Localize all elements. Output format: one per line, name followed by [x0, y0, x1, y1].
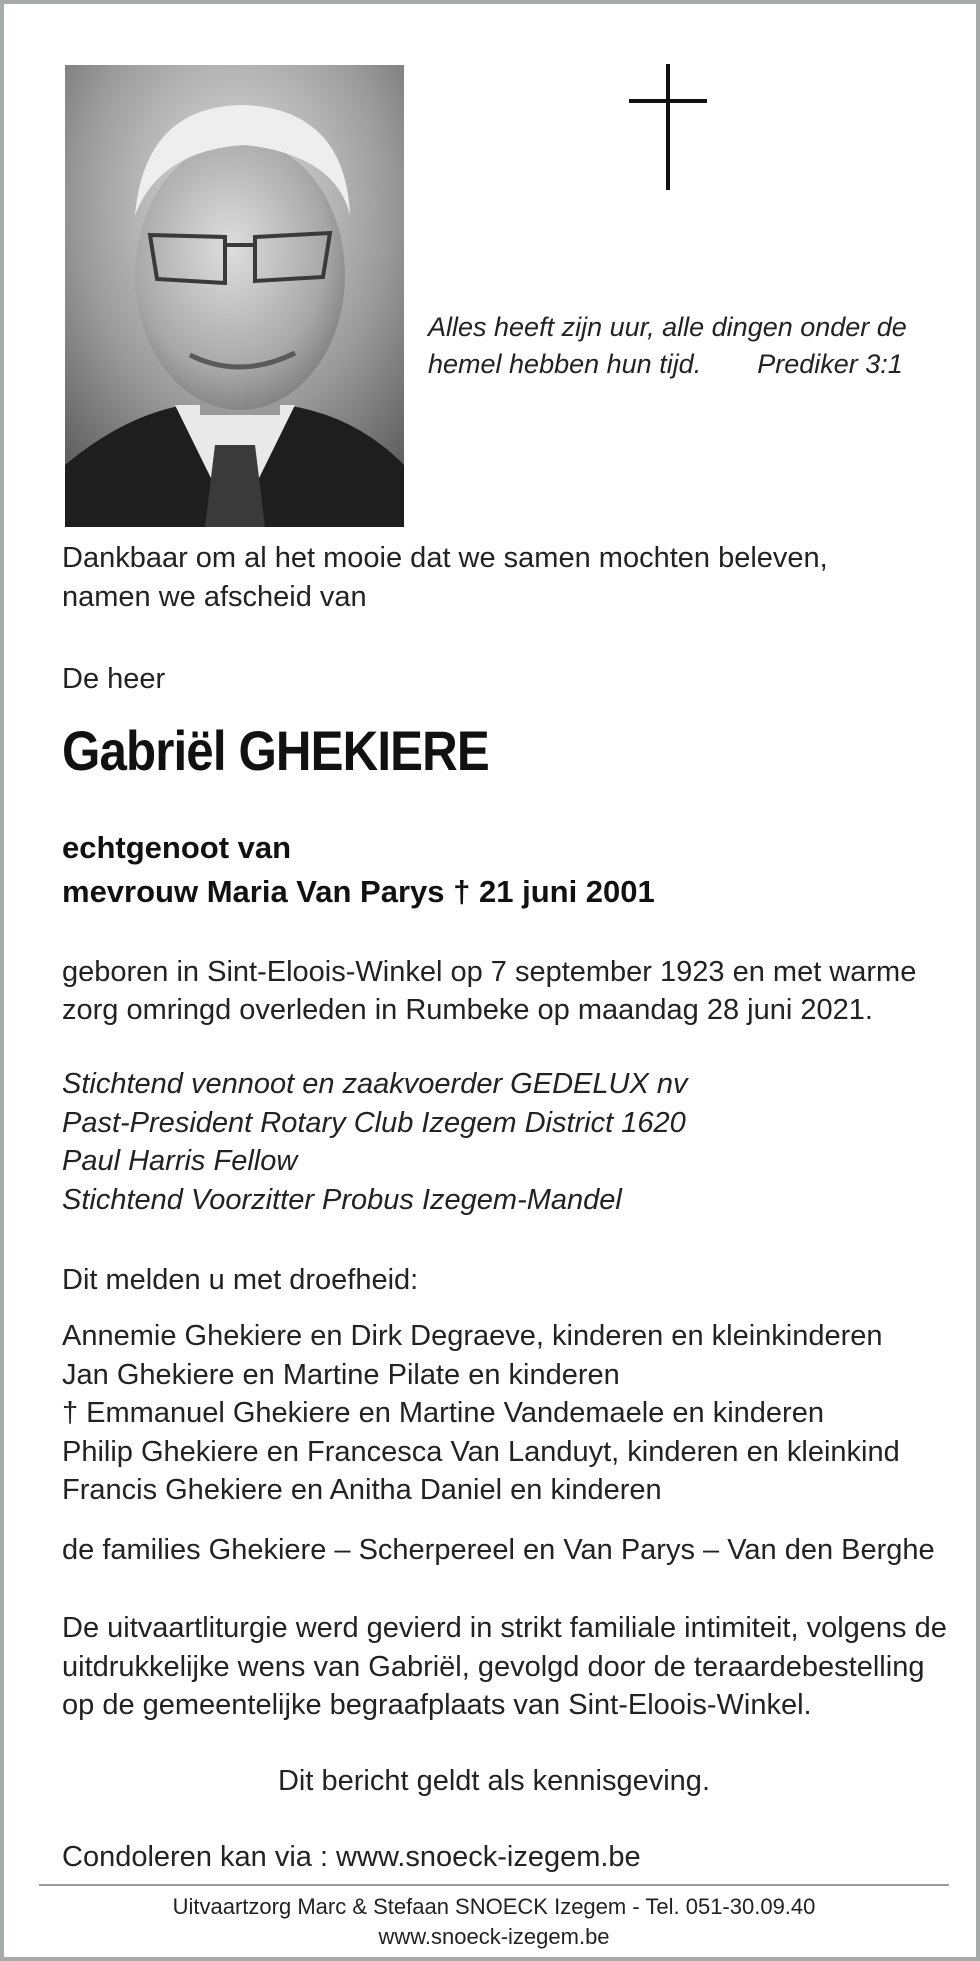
- footer-line-1: Uitvaartzorg Marc & Stefaan SNOECK Izegem - Tel. 051-30.09.40: [172, 1894, 816, 1919]
- title-line: Stichtend Voorzitter Probus Izegem-Mandel: [62, 1184, 622, 1216]
- portrait-image: [65, 65, 404, 527]
- footer-divider: [39, 1884, 949, 1886]
- families-line: de families Ghekiere – Scherpereel en Van Parys – Van den Berghe: [62, 1534, 935, 1566]
- intro-line-2: namen we afscheid van: [62, 581, 367, 613]
- family-line: Francis Ghekiere en Anitha Daniel en kinderen: [62, 1474, 662, 1506]
- announcement: Dit melden u met droefheid:: [62, 1264, 419, 1296]
- salutation: De heer: [62, 663, 166, 695]
- title-line: Past-President Rotary Club Izegem District 1620: [62, 1107, 686, 1139]
- family-line: Philip Ghekiere en Francesca Van Landuyt, kinderen en kleinkind: [62, 1436, 900, 1468]
- funeral-line-3: op de gemeentelijke begraafplaats van Sint-Eloois-Winkel.: [62, 1689, 812, 1721]
- birth-death-line-2: zorg omringd overleden in Rumbeke op maandag 28 juni 2021.: [62, 994, 873, 1026]
- title-line: Stichtend vennoot en zaakvoerder GEDELUX nv: [62, 1068, 688, 1100]
- funeral-line-2: uitdrukkelijke wens van Gabriël, gevolgd door de teraardebestelling: [62, 1651, 925, 1683]
- family-line: † Emmanuel Ghekiere en Martine Vandemaele en kinderen: [62, 1397, 824, 1429]
- spouse-line-2: mevrouw Maria Van Parys † 21 juni 2001: [62, 874, 655, 909]
- bible-quote: [428, 309, 928, 383]
- condolence-line: Condoleren kan via : www.snoeck-izegem.be: [62, 1841, 641, 1873]
- deceased-name: Gabriël GHEKIERE: [62, 719, 489, 782]
- funeral-line-1: De uitvaartliturgie werd gevierd in strikt familiale intimiteit, volgens de: [62, 1612, 947, 1644]
- footer-line-2: www.snoeck-izegem.be: [378, 1924, 610, 1949]
- intro-line-1: Dankbaar om al het mooie dat we samen mochten beleven,: [62, 542, 828, 574]
- notice: Dit bericht geldt als kennisgeving.: [277, 1765, 710, 1797]
- quote-line-2: hemel hebben hun tijd.: [428, 349, 702, 379]
- quote-reference: Prediker 3:1: [757, 349, 903, 379]
- family-line: Jan Ghekiere en Martine Pilate en kinderen: [62, 1359, 620, 1391]
- spouse-line-1: echtgenoot van: [62, 830, 292, 865]
- quote-line-1: Alles heeft zijn uur, alle dingen onder de: [428, 312, 907, 342]
- title-line: Paul Harris Fellow: [62, 1145, 298, 1177]
- cross-icon: [629, 64, 707, 190]
- family-line: Annemie Ghekiere en Dirk Degraeve, kinderen en kleinkinderen: [62, 1320, 883, 1352]
- portrait-photo: [65, 65, 404, 527]
- birth-death-line-1: geboren in Sint-Eloois-Winkel op 7 september 1923 en met warme: [62, 956, 917, 988]
